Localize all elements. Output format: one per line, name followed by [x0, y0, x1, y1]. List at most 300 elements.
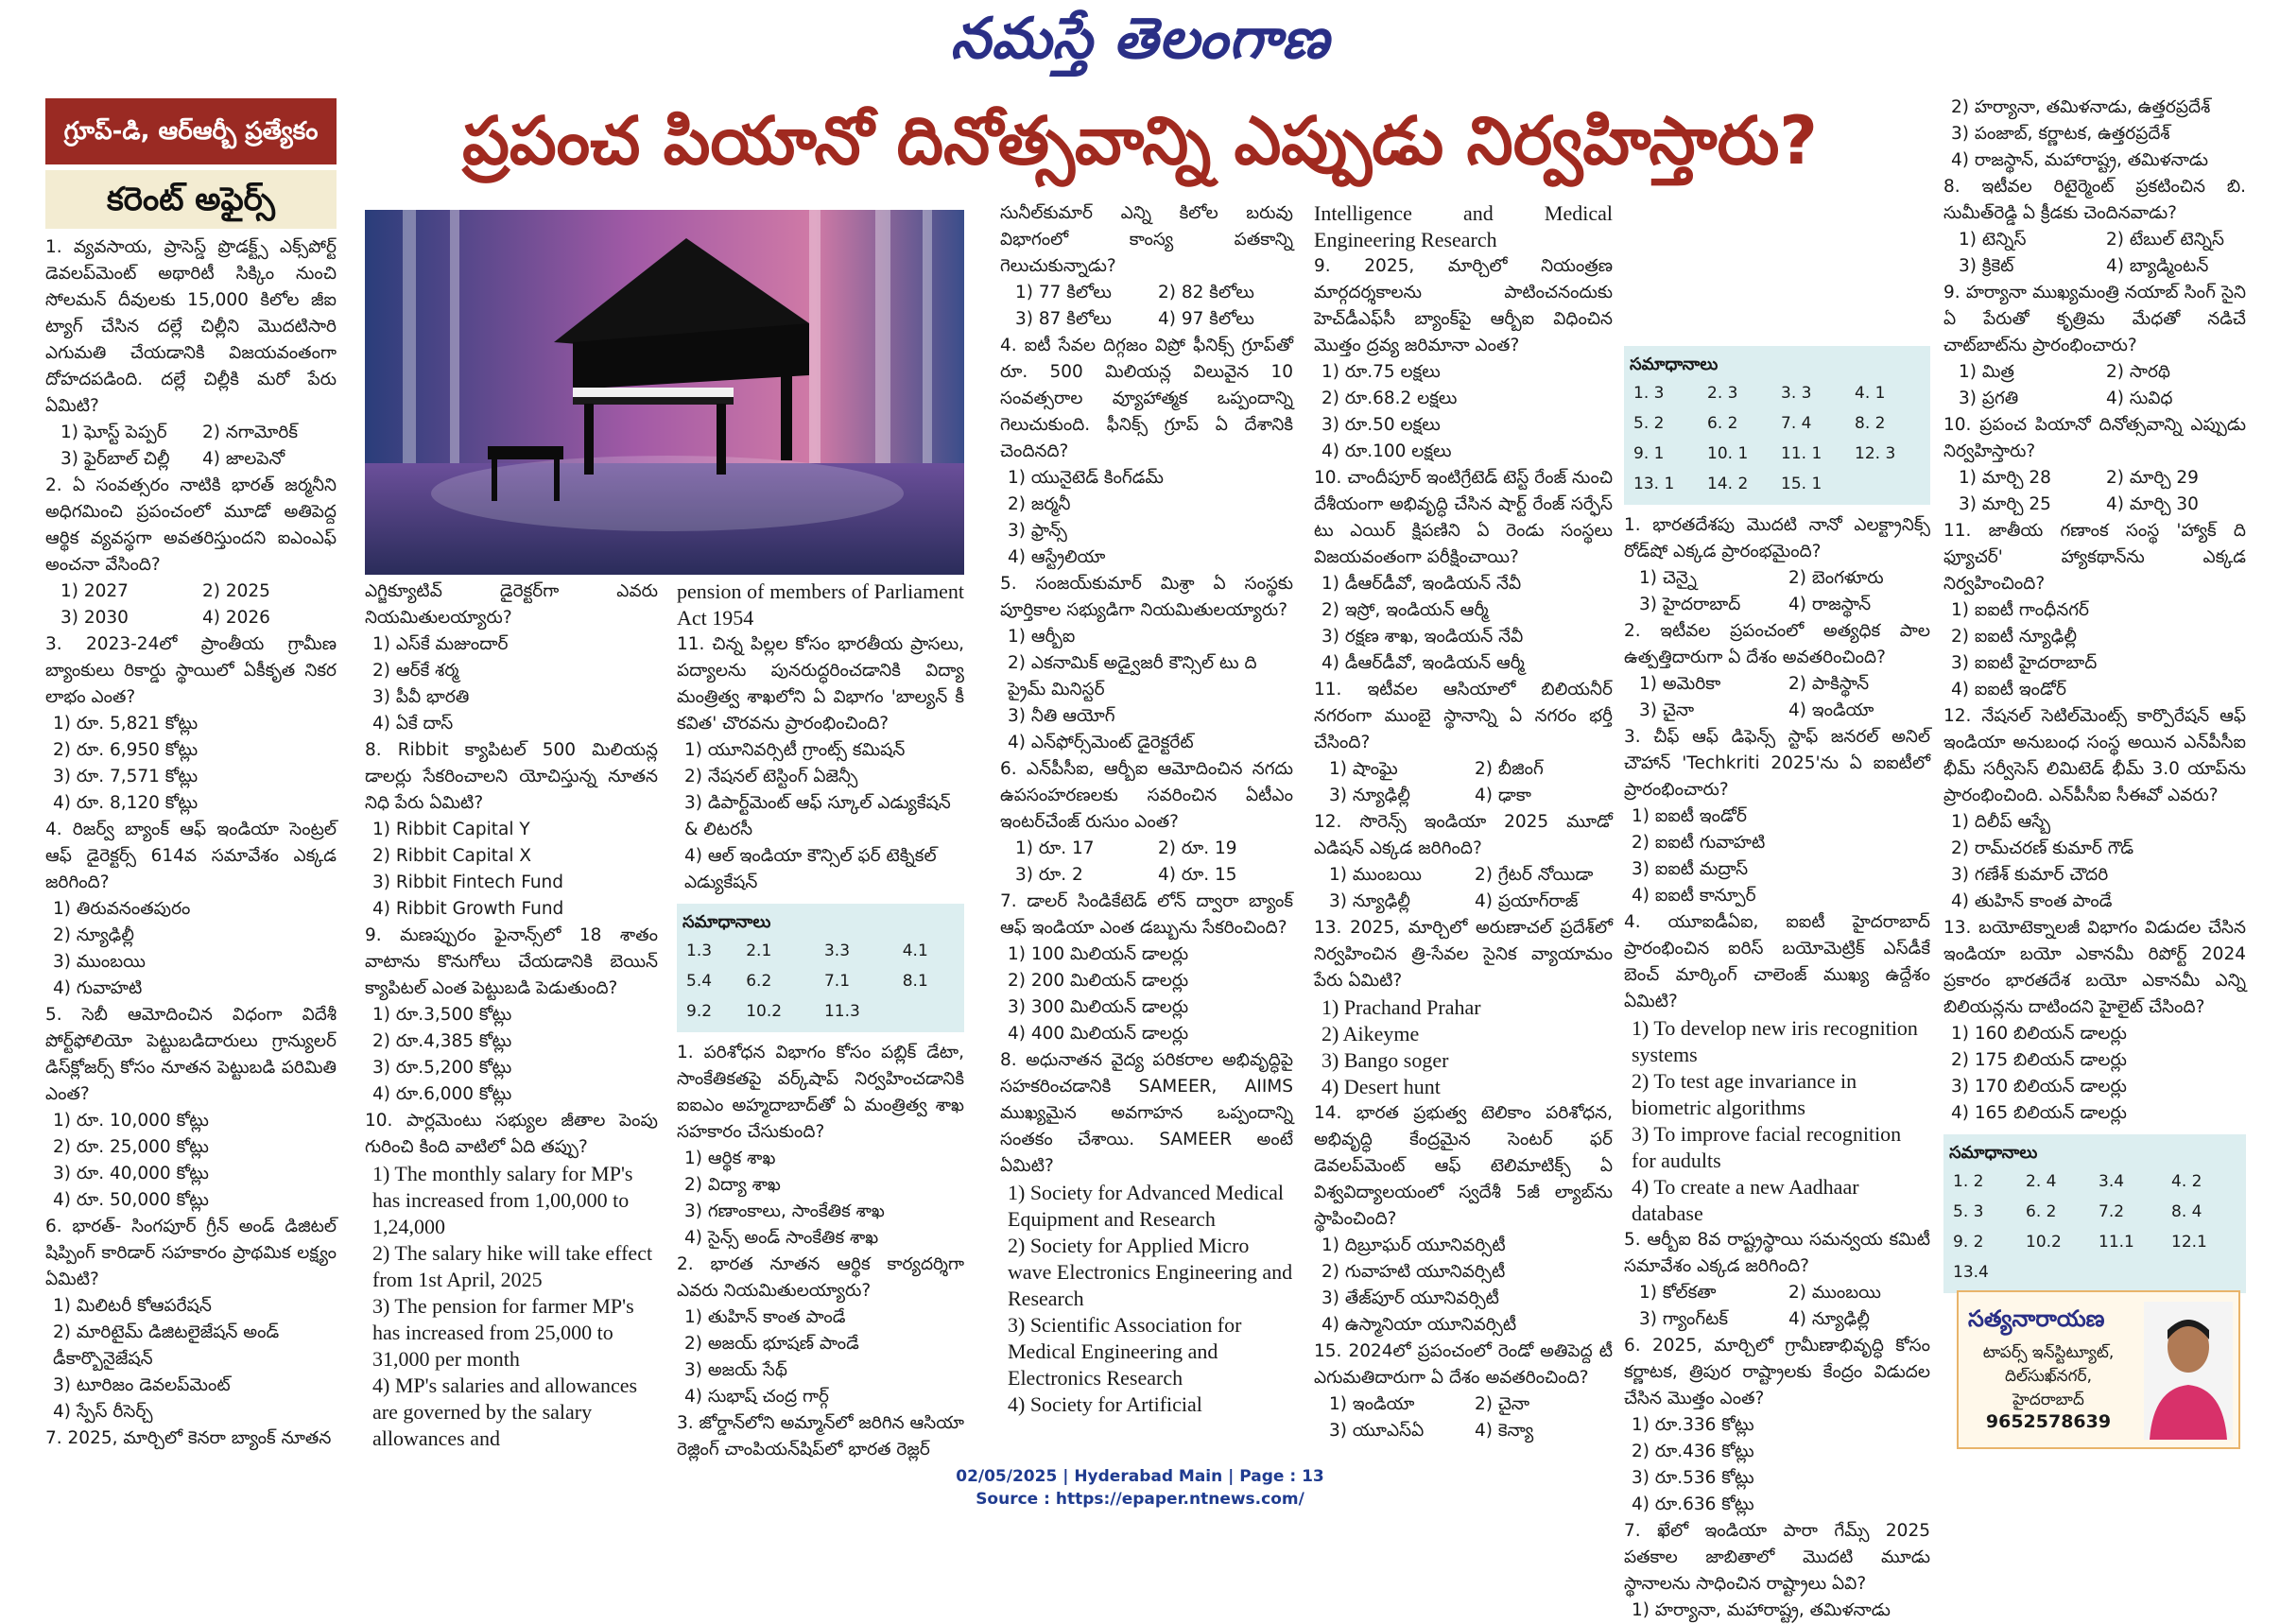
option: 2) ఐఐటీ న్యూఢిల్లీ: [1951, 627, 2077, 647]
options: [1000, 465, 1293, 571]
option: 1) Ribbit Capital Y: [372, 820, 530, 839]
option: 3) రూ.5,200 కోట్లు: [372, 1058, 512, 1078]
option: 4) ప్రయాగ్‌రాజ్: [1475, 891, 1579, 911]
column-4: [1000, 200, 1293, 1435]
headline-text: ప్రపంచ పియానో దినోత్సవాన్ని ఎప్పుడు నిర్వహిస్తారు?: [462, 102, 1818, 180]
option: 3) To improve facial recognition for audults: [1632, 1122, 1902, 1172]
author-profile: [1957, 1290, 2240, 1449]
question-block: [1624, 618, 1930, 724]
question-block: [1624, 909, 1930, 1227]
option: 3) ముంబయి: [53, 952, 146, 972]
question-text: 5. సంజయ్‌కుమార్ మిశ్రా ఏ సంస్థకు పూర్తికాల సభ్యుడిగా నియమితులయ్యారు?: [1000, 574, 1293, 620]
column-3: [677, 579, 964, 1460]
question-text: 8. అధునాతన వైద్య పరికరాల అభివృద్ధిపై సహకరించడానికి SAMEER, AIIMS ముఖ్యమైన అవగాహన ఒప్పందాన్ని సంతకం చేశాయి. SAMEER అంటే ఏమిటి?: [1000, 1050, 1293, 1176]
option: 2) రూ.68.2 లక్షలు: [1321, 389, 1458, 408]
question-block: [1624, 1227, 1930, 1333]
answer-cell: 10. 1: [1707, 444, 1749, 463]
question-block: [1624, 724, 1930, 909]
answer-cell: [2022, 1257, 2095, 1287]
answers-table: [1630, 378, 1925, 499]
option: 4) Society for Artificial: [1008, 1392, 1202, 1416]
question-text: 4. రిజర్వ్ బ్యాంక్ ఆఫ్ ఇండియా సెంట్రల్ ఆఫ్ డైరెక్టర్స్ 614వ సమావేశం ఎక్కడ జరిగింది?: [45, 820, 337, 892]
options: [1943, 95, 2246, 174]
options: [45, 420, 337, 473]
option: 2) నగామోరిక్: [202, 423, 299, 442]
question-text: 9. మణప్పురం ఫైనాన్స్‌లో 18 శాతం వాటాను కొనుగోలు చేయడానికి బెయిన్ క్యాపిటల్ ఎంత పెట్టుబడి పెడుతుంది?: [365, 925, 658, 998]
question-block: [1943, 174, 2246, 280]
question-block: [45, 817, 337, 1002]
option: 4) Ribbit Growth Fund: [372, 899, 564, 919]
question-block: [1943, 915, 2246, 1127]
answer-cell: 2. 4: [2026, 1172, 2057, 1191]
question-text: 5. ఆర్బీఐ 8వ రాష్ట్రస్థాయి సమన్వయ కమిటీ సమావేశం ఎక్కడ జరిగింది?: [1624, 1230, 1930, 1276]
column-2: [365, 579, 658, 1450]
options: [1943, 359, 2246, 412]
option: 1) ఇండియా: [1329, 1394, 1415, 1414]
question-text: 6. ఎన్‌పీసీఐ, ఆర్బీఐ ఆమోదించిన నగదు ఉపసంహరణలకు సవరించిన ఏటీఎం ఇంటర్‌చేంజ్ రుసుం ఎంత?: [1000, 759, 1293, 832]
question-block: [365, 1108, 658, 1452]
option: 1) 100 మిలియన్ డాలర్లు: [1008, 944, 1189, 964]
question-block: [1314, 915, 1613, 1100]
answers-table: [1949, 1166, 2240, 1287]
option: 3) చైనా: [1639, 700, 1695, 720]
option: 3) పంజాబ్, కర్ణాటక, ఉత్తరప్రదేశ్: [1951, 124, 2170, 144]
option: 1) షాంఘై: [1329, 759, 1398, 779]
option: 3) రూ.536 కోట్లు: [1632, 1468, 1754, 1488]
option: 3) గణాంకాలు, సాంకేతిక శాఖ: [684, 1201, 885, 1221]
answer-cell: 3.4: [2099, 1172, 2125, 1191]
option: 1) హర్యానా, మహారాష్ట్ర, తమిళనాడు: [1632, 1600, 1891, 1620]
options: [365, 1161, 658, 1452]
options: [1943, 809, 2246, 915]
options: [677, 737, 964, 896]
question-block: [1943, 280, 2246, 412]
answer-cell: 15. 1: [1781, 475, 1822, 493]
option: 4) రూ.100 లక్షలు: [1321, 441, 1452, 461]
answer-cell: 5.4: [686, 972, 713, 991]
question-block: [1943, 95, 2246, 174]
answer-cell: 6. 2: [2026, 1202, 2057, 1221]
question-block: [45, 631, 337, 817]
options: [677, 1146, 964, 1252]
option: 3) Bango soger: [1321, 1048, 1449, 1072]
option: 1) The monthly salary for MP's has increased from 1,00,000 to 1,24,000: [372, 1162, 633, 1238]
option: 1) తుహిన్ కాంత పాండే: [684, 1307, 846, 1327]
question-block: [677, 1040, 964, 1252]
option: 1) దిబ్రూఘర్ యూనివర్సిటీ: [1321, 1235, 1506, 1255]
options: [45, 1293, 337, 1425]
masthead-title: నమస్తే తెలంగాణ: [950, 6, 1330, 72]
option: 3) క్రికెట్: [1959, 256, 2014, 276]
options: [1000, 942, 1293, 1047]
option: 1) ముంబయి: [1329, 865, 1422, 885]
options: [1943, 1021, 2246, 1127]
option: 3) న్యూఢిల్లీ: [1329, 891, 1410, 911]
options: [1314, 994, 1613, 1100]
option: 1) ఘోస్ట్ పెప్పర్: [60, 423, 167, 442]
answer-cell: 6. 2: [1707, 414, 1738, 433]
question-text: 8. ఇటీవల రిటైర్మెంట్ ప్రకటించిన బి. సుమీత్‌రెడ్డి ఏ క్రీడకు చెందినవాడు?: [1943, 177, 2246, 223]
question-text: 13. 2025, మార్చిలో అరుణాచల్ ప్రదేశ్‌లో నిర్వహించిన త్రి-సేవల సైనిక వ్యాయామం పేరు ఏమిటి?: [1314, 918, 1613, 991]
answer-cell: 9. 1: [1633, 444, 1665, 463]
question-block: [677, 1252, 964, 1410]
options: [1624, 803, 1930, 909]
option: 3) డిపార్ట్‌మెంట్ ఆఫ్ స్కూల్ ఎడ్యుకేషన్ & లిటరసీ: [684, 793, 951, 839]
question-text: 7. డాలర్ సిండికేటెడ్ లోన్ ద్వారా బ్యాంక్ ఆఫ్ ఇండియా ఎంత డబ్బును సేకరించింది?: [1000, 891, 1293, 938]
options: [1943, 227, 2246, 280]
question-block: [45, 1425, 337, 1452]
option: 3) The pension for farmer MP's has increased from 25,000 to 31,000 per month: [372, 1294, 634, 1371]
options: [1314, 756, 1613, 809]
option: 4) రాజస్థాన్, మహారాష్ట్ర, తమిళనాడు: [1951, 150, 2208, 170]
question-block: [1943, 703, 2246, 915]
option: 4) MP's salaries and allowances are governed by the salary allowances and: [372, 1373, 638, 1450]
option: 1) 77 కిలోలు: [1015, 283, 1112, 302]
option: 2) The salary hike will take effect from 1st April, 2025: [372, 1241, 653, 1291]
options: [1314, 862, 1613, 915]
option: 1) చెన్నై: [1639, 568, 1697, 588]
column-7: [1943, 95, 2246, 1282]
column-1: [45, 234, 337, 1448]
options: [1943, 465, 2246, 518]
option: 2) Ribbit Capital X: [372, 846, 532, 866]
piano-photo: [365, 210, 964, 575]
option: 4) ఐఐటీ కాన్పూర్: [1632, 886, 1756, 906]
option: 3) యూఎస్ఏ: [1329, 1421, 1425, 1441]
options: [45, 579, 337, 631]
option: 2) 82 కిలోలు: [1158, 283, 1254, 302]
option: 4) డీఆర్‌డీవో, ఇండియన్ ఆర్మీ: [1321, 653, 1525, 673]
option: 3) న్యూఢిల్లీ: [1329, 786, 1410, 805]
option: 4) స్పేస్ రీసెర్చ్: [53, 1402, 153, 1422]
answer-cell: [2168, 1257, 2240, 1287]
option: 3) పీవీ భారతి: [372, 687, 470, 707]
option: 1) ఎస్‌కే మజుందార్: [372, 634, 509, 654]
option: 4) 400 మిలియన్ డాలర్లు: [1008, 1024, 1189, 1044]
answers-heading: సమాధానాలు: [1630, 354, 1719, 374]
option: 3) Scientific Association for Medical Engineering and Electronics Research: [1008, 1313, 1242, 1390]
options: [1943, 597, 2246, 703]
options: [45, 896, 337, 1002]
question-text: ఎగ్జిక్యూటివ్ డైరెక్టర్‌గా ఎవరు నియమితులయ్యారు?: [365, 581, 658, 628]
option: 2) మారిటైమ్ డిజిటలైజేషన్ అండ్ డీకార్బొనైజేషన్: [53, 1322, 280, 1369]
option: 4) జాలపెనో: [202, 449, 285, 469]
piano-illustration: [365, 210, 964, 575]
answers-heading: సమాధానాలు: [1949, 1143, 2038, 1163]
question-text: సునీల్‌కుమార్ ఎన్ని కిలోల బరువు విభాగంలో కాంస్య పతకాన్ని గెలుచుకున్నాడు?: [1000, 203, 1293, 276]
option: 4) ఢాకా: [1475, 786, 1531, 805]
question-block: [45, 1214, 337, 1425]
option: 1) రూ.336 కోట్లు: [1632, 1415, 1754, 1435]
option: 1) మిలిటరీ కోఆపరేషన్: [53, 1296, 212, 1316]
option: 2) రూ. 25,000 కోట్లు: [53, 1137, 209, 1157]
option: 4) బ్యాడ్మింటన్: [2106, 256, 2209, 276]
question-block: [45, 473, 337, 631]
option: 4) మార్చి 30: [2106, 494, 2199, 514]
options: [677, 1304, 964, 1410]
option: 4) ఉస్మానియా యూనివర్సిటీ: [1321, 1315, 1517, 1335]
option: 1) ఐఐటీ గాంధీనగర్: [1951, 600, 2089, 620]
answer-cell: 10.2: [2026, 1233, 2062, 1252]
column-6: [1624, 338, 1930, 1620]
question-text: 1. భారతదేశపు మొదటి నానో ఎలక్ట్రానిక్స్ రోడ్‌షో ఎక్కడ ప్రారంభమైంది?: [1624, 515, 1930, 561]
options: [1624, 1015, 1930, 1227]
question-block: [1314, 1100, 1613, 1339]
option: 3) 170 బిలియన్ డాలర్లు: [1951, 1077, 2127, 1097]
option: 4) ఆస్ట్రేలియా: [1008, 547, 1106, 567]
option: 1) ఐఐటీ ఇండోర్: [1632, 806, 1747, 826]
option: 2) ఎకనామిక్ అడ్వైజరీ కౌన్సిల్ టు ది ప్రైమ్ మినిస్టర్: [1008, 653, 1257, 700]
question-text: 2. ఇటీవల ప్రపంచంలో అత్యధిక పాల ఉత్పత్తిదారుగా ఏ దేశం అవతరించింది?: [1624, 621, 1930, 667]
option: 3) రూ. 40,000 కోట్లు: [53, 1164, 209, 1183]
question-block: [1314, 1339, 1613, 1444]
question-block: [365, 923, 658, 1108]
question-text: 2. భారత నూతన ఆర్థిక కార్యదర్శిగా ఎవరు నియమితులయ్యారు?: [677, 1254, 964, 1301]
option: 2) సారథి: [2106, 362, 2170, 382]
answer-cell: 5. 3: [1953, 1202, 1984, 1221]
option: 1) మిత్ర: [1959, 362, 2014, 382]
question-text: Intelligence and Medical Engineering Research: [1314, 201, 1613, 251]
question-block: [1943, 412, 2246, 518]
question-block: [45, 1002, 337, 1214]
option: 1) అమెరికా: [1639, 674, 1721, 694]
option: 1) 2027: [60, 581, 129, 601]
option: 4) రూ. 8,120 కోట్లు: [53, 793, 199, 813]
option: 2) అజయ్ భూషణ్ పాండే: [684, 1334, 859, 1354]
answer-cell: 13. 1: [1633, 475, 1675, 493]
option: 2) ఐఐటీ గువాహటి: [1632, 833, 1766, 853]
footer-source: Source : https://epaper.ntnews.com/: [976, 1490, 1304, 1509]
option: 2) To test age invariance in biometric algorithms: [1632, 1069, 1857, 1119]
question-text: 8. Ribbit క్యాపిటల్ 500 మిలియన్ల డాలర్లు సేకరించాలని యోచిస్తున్న నూతన నిధి పేరు ఏమిటి?: [365, 740, 658, 813]
answer-cell: 12.1: [2171, 1233, 2207, 1252]
option: 4) To create a new Aadhaar database: [1632, 1175, 1859, 1225]
option: 3) Ribbit Fintech Fund: [372, 872, 564, 892]
headline: [365, 89, 1915, 193]
option: 2) ఆర్‌కే శర్మ: [372, 661, 459, 681]
option: 2) రూ. 19: [1158, 838, 1237, 858]
option: 2) రూ.4,385 కోట్లు: [372, 1031, 512, 1051]
option: 3) ఐఐటీ హైదరాబాద్: [1951, 653, 2098, 673]
answer-cell: 11.1: [2099, 1233, 2134, 1252]
question-block: [677, 631, 964, 896]
options: [1000, 836, 1293, 889]
option: 4) కెన్యా: [1475, 1421, 1534, 1441]
masthead: [0, 0, 2280, 76]
option: 4) న్యూఢిల్లీ: [1788, 1309, 1870, 1329]
option: 3) రూ.50 లక్షలు: [1321, 415, 1441, 435]
option: 4) 165 బిలియన్ డాలర్లు: [1951, 1103, 2127, 1123]
answer-cell: 3.3: [823, 942, 851, 960]
answer-cell: 11. 1: [1781, 444, 1822, 463]
option: 3) హైదరాబాద్: [1639, 595, 1741, 614]
answer-cell: 1.3: [686, 942, 713, 960]
option: 1) ఆర్బీఐ: [1008, 627, 1076, 647]
option: 2) చైనా: [1475, 1394, 1530, 1414]
option: 3) రక్షణ శాఖ, ఇండియన్ నేవీ: [1321, 627, 1524, 647]
option: 2) రూ. 6,950 కోట్లు: [53, 740, 199, 760]
option: 1) మార్చి 28: [1959, 468, 2051, 488]
question-text: 1. వ్యవసాయ, ప్రాసెస్డ్ ప్రొడక్ట్స్ ఎక్స్‌పోర్ట్ డెవలప్‌మెంట్ అథారిటీ సిక్కిం నుంచి సోలమన్ దీవులకు 15,000 కిలోల జీఐ ట్యాగ్ చేసిన దల్లే చిల్లీని మొదటిసారి ఎగుమతి చేయడానికి విజయవంతంగా దోహదపడింది. దల్లే చిల్లీకి మరో పేరు ఏమిటి?: [45, 237, 337, 416]
group-banner: గ్రూప్-డి, ఆర్ఆర్బీ ప్రత్యేకం: [45, 98, 337, 164]
options: [365, 817, 658, 923]
option: 1) రూ.3,500 కోట్లు: [372, 1005, 512, 1025]
options: [1624, 1598, 1930, 1624]
option: 2) రూ.436 కోట్లు: [1632, 1442, 1754, 1461]
answer-cell: 7.1: [823, 972, 851, 991]
option: 1) యూనివర్సిటీ గ్రాంట్స్ కమిషన్: [684, 740, 906, 760]
option: 2) రామ్‌చరణ్ కుమార్ గౌడ్: [1951, 838, 2134, 858]
option: 4) ఏకే దాస్: [372, 714, 454, 734]
question-block: [365, 579, 658, 737]
options: [1314, 1391, 1613, 1444]
question-text: 3. చీఫ్ ఆఫ్ డిఫెన్స్ స్టాఫ్ జనరల్ అనిల్ చౌహాన్ 'Techkriti 2025'ను ఏ ఐఐటీలో ప్రారంభించారు?: [1624, 727, 1930, 800]
question-block: [1314, 465, 1613, 677]
option: 4) ఐఐటీ ఇండోర్: [1951, 680, 2066, 700]
option: 2) Society for Applied Micro wave Electronics Engineering and Research: [1008, 1234, 1293, 1310]
answer-cell: 9. 2: [1953, 1233, 1984, 1252]
option: 3) అజయ్ సేథ్: [684, 1360, 787, 1380]
option: 3) నీతి ఆయోగ్: [1008, 706, 1115, 726]
option: 2) 200 మిలియన్ డాలర్లు: [1008, 971, 1189, 991]
answer-cell: 10.2: [746, 1002, 783, 1021]
option: 1) కోల్‌కతా: [1639, 1283, 1717, 1303]
option: 4) రూ.6,000 కోట్లు: [372, 1084, 512, 1104]
option: 3) గణేశ్ కుమార్ చౌదరి: [1951, 865, 2109, 885]
option: 3) 300 మిలియన్ డాలర్లు: [1008, 997, 1189, 1017]
option: 2) జర్మనీ: [1008, 494, 1071, 514]
question-text: pension of members of Parliament Act 1954: [677, 579, 964, 630]
question-block: [1000, 1047, 1293, 1418]
option: 3) 2030: [60, 608, 129, 628]
question-block: [1000, 333, 1293, 571]
column-5: [1314, 200, 1613, 1441]
option: 2) 175 బిలియన్ డాలర్లు: [1951, 1050, 2127, 1070]
option: 2) టేబుల్ టెన్నిస్: [2106, 230, 2224, 250]
option: 2) పాకిస్థాన్: [1788, 674, 1870, 694]
answers-box: [1624, 346, 1930, 505]
answer-cell: 9.2: [686, 1002, 713, 1021]
option: 1) Society for Advanced Medical Equipment and Research: [1008, 1181, 1285, 1231]
answers-box: [677, 904, 964, 1032]
option: 4) ఆల్ ఇండియా కౌన్సిల్ ఫర్ టెక్నికల్ ఎడ్యుకేషన్: [684, 846, 937, 892]
question-text: 5. సెబీ ఆమోదించిన విధంగా విదేశీ పోర్ట్‌ఫోలియో పెట్టుబడిదారులు గ్రాన్యులర్ డిస్‌క్లోజర్స్ కోసం నూతన పెట్టుబడి పరిమితి ఎంత?: [45, 1005, 337, 1104]
answer-cell: 2. 3: [1707, 384, 1738, 403]
question-block: [1314, 677, 1613, 809]
option: 2) బెంగళూరు: [1788, 568, 1884, 588]
question-text: 10. చాందీపూర్ ఇంటిగ్రేటెడ్ టెస్ట్ రేంజ్ నుంచి దేశీయంగా అభివృద్ధి చేసిన షార్ట్ రేంజ్ సర్ఫేస్ టు ఎయిర్ క్షిపణిని ఏ రెండు సంస్థలు విజయవంతంగా పరీక్షించాయి?: [1314, 468, 1613, 567]
question-block: [1943, 518, 2246, 703]
answer-cell: 7. 4: [1781, 414, 1812, 433]
question-block: [677, 1410, 964, 1463]
answer-cell: 1. 2: [1953, 1172, 1984, 1191]
question-block: [1000, 200, 1293, 333]
question-text: 11. ఇటీవల ఆసియాలో బిలియనీర్ నగరంగా ముంబై స్థానాన్ని ఏ నగరం భర్తీ చేసింది?: [1314, 680, 1613, 752]
answer-cell: 3. 3: [1781, 384, 1812, 403]
option: 1) దిలీప్ ఆస్బే: [1951, 812, 2051, 832]
question-text: 12. సొరెన్స్ ఇండియా 2025 మూడో ఎడిషన్ ఎక్కడ జరిగింది?: [1314, 812, 1613, 858]
option: 1) రూ.75 లక్షలు: [1321, 362, 1441, 382]
option: 2) గువాహటి యూనివర్సిటీ: [1321, 1262, 1506, 1282]
option: 4) గువాహటి: [53, 978, 143, 998]
question-text: 12. నేషనల్ సెటిల్‌మెంట్స్ కార్పొరేషన్ ఆఫ్ ఇండియా అనుబంధ సంస్థ అయిన ఎన్‌పీసీఐ భీమ్‌ సర్వీసెస్ లిమిటెడ్ భీమ్‌ 3.0 యాప్‌ను ప్రారంభించింది. ఎన్‌పీసీఐ సీఈవో ఎవరు?: [1943, 706, 2246, 805]
options: [1000, 624, 1293, 756]
option: 3) గ్యాంగ్‌టక్: [1639, 1309, 1729, 1329]
question-text: 15. 2024లో ప్రపంచంలో రెండో అతిపెద్ద టీ ఎగుమతిదారుగా ఏ దేశం అవతరించింది?: [1314, 1341, 1613, 1388]
option: 1) టెన్నిస్: [1959, 230, 2027, 250]
question-block: [1314, 809, 1613, 915]
question-block: [1314, 253, 1613, 465]
question-block: [45, 234, 337, 473]
option: 3) 87 కిలోలు: [1015, 309, 1112, 329]
question-text: 9. 2025, మార్చిలో నియంత్రణ మార్గదర్శకాలను పాటించనందుకు హెచ్‌డీఎఫ్‌సీ బ్యాంక్‌పై ఆర్బీఐ విధించిన మొత్తం ద్రవ్య జరిమానా ఎంత?: [1314, 256, 1613, 355]
question-block: [677, 579, 964, 631]
option: 1) రూ. 5,821 కోట్లు: [53, 714, 199, 734]
question-block: [1314, 200, 1613, 253]
option: 3) టూరిజం డెవలప్‌మెంట్: [53, 1375, 231, 1395]
author-name: సత్యనారాయణ: [1968, 1305, 2105, 1332]
option: 2) 2025: [202, 581, 270, 601]
question-text: 3. 2023-24లో ప్రాంతీయ గ్రామీణ బ్యాంకులు రికార్డు స్థాయిలో ఏకీకృత నికర లాభం ఎంత?: [45, 634, 337, 707]
options: [365, 631, 658, 737]
option: 2) న్యూఢిల్లీ: [53, 925, 134, 945]
option: 4) తుహిన్ కాంత పాండే: [1951, 891, 2113, 911]
option: 4) సువిధ: [2106, 389, 2173, 408]
option: 3) మార్చి 25: [1959, 494, 2051, 514]
option: 3) ఫైర్‌బాల్ చిల్లీ: [60, 449, 170, 469]
option: 1) 160 బిలియన్ డాలర్లు: [1951, 1024, 2127, 1044]
question-text: 7. 2025, మార్చిలో కెనరా బ్యాంక్ నూతన: [45, 1428, 332, 1448]
answer-cell: 1. 3: [1633, 384, 1665, 403]
options: [1000, 280, 1293, 333]
question-text: 3. జోర్డాన్‌లోని అమ్మాన్‌లో జరిగిన ఆసియా రెజ్లింగ్ చాంపియన్‌షిప్‌లో భారత రెజ్లర్: [677, 1413, 964, 1460]
options: [365, 1002, 658, 1108]
option: 2) ముంబయి: [1788, 1283, 1881, 1303]
question-block: [1624, 512, 1930, 618]
option: 2) గ్రేటర్ నోయిడా: [1475, 865, 1594, 885]
option: 4) 2026: [202, 608, 270, 628]
question-text: 10. ప్రపంచ పియానో దినోత్సవాన్ని ఎప్పుడు నిర్వహిస్తారు?: [1943, 415, 2246, 461]
question-text: 11. చిన్న పిల్లల కోసం భారతీయ ప్రాసలు, పద్యాలను పునరుద్ధరించడానికి విద్యా మంత్రిత్వ శాఖలోని ఏ విభాగం 'బాల్యన్ కీ కవిత' చొరవను ప్రారంభించింది?: [677, 634, 964, 734]
section-heading: కరెంట్ అఫైర్స్: [45, 170, 337, 229]
option: 4) రూ. 15: [1158, 865, 1237, 885]
options: [1314, 571, 1613, 677]
answer-cell: 4.1: [902, 942, 928, 960]
answer-cell: 2.1: [746, 942, 772, 960]
answer-cell: [2095, 1257, 2168, 1287]
answer-cell: 14. 2: [1707, 475, 1749, 493]
answer-cell: 12. 3: [1855, 444, 1896, 463]
answer-cell: 6.2: [746, 972, 772, 991]
option: 2) విద్యా శాఖ: [684, 1175, 781, 1195]
question-text: 4. ఐటీ సేవల దిగ్గజం విప్రో ఫీనిక్స్ గ్రూప్‌తో రూ. 500 మిలియన్ల విలువైన 10 సంవత్సరాల వ్యూహాత్మక ఒప్పందాన్ని గెలుచుకుంది. ఫీనిక్స్ గ్రూప్ ఏ దేశానికి చెందినది?: [1000, 336, 1293, 461]
option: 4) రూ. 50,000 కోట్లు: [53, 1190, 209, 1210]
question-text: 13. బయోటెక్నాలజీ విభాగం విడుదల చేసిన ఇండియా బయో ఎకానమీ రిపోర్ట్ 2024 ప్రకారం భారతదేశ బయో ఎకానమీ ఎన్ని బిలియన్లను దాటిందని హైలైట్ చేసింది?: [1943, 918, 2246, 1017]
question-block: [365, 737, 658, 923]
question-text: 10. పార్లమెంటు సభ్యుల జీతాల పెంపు గురించి కింది వాటిలో ఏది తప్పు?: [365, 1111, 658, 1157]
footer: [0, 1465, 2280, 1531]
option: 4) Desert hunt: [1321, 1075, 1441, 1098]
option: 4) ఎన్‌ఫోర్స్‌మెంట్ డైరెక్టరేట్: [1008, 733, 1194, 752]
footer-edition: 02/05/2025 | Hyderabad Main | Page : 13: [956, 1467, 1324, 1486]
question-text: 1. పరిశోధన విభాగం కోసం పబ్లిక్ డేటా, సాంకేతికతపై వర్క్‌షాప్ నిర్వహించడానికి ఐఐఎం అహ్మదాబాద్‌తో ఏ మంత్రిత్వ శాఖ సహకారం చేసుకుంది?: [677, 1043, 964, 1142]
options: [1314, 359, 1613, 465]
option: 1) రూ. 17: [1015, 838, 1095, 858]
option: 4) 97 కిలోలు: [1158, 309, 1254, 329]
option: 3) ఫ్రాన్స్: [1008, 521, 1067, 541]
question-text: 2. ఏ సంవత్సరం నాటికి భారత్ జర్మనీని అధిగమించి ప్రపంచంలో మూడో అతిపెద్ద ఆర్థిక వ్యవస్థగా అవతరిస్తుందని ఐఎంఎఫ్ అంచనా వేసింది?: [45, 475, 337, 575]
question-text: 9. హర్యానా ముఖ్యమంత్రి నయాబ్ సింగ్ సైని ఏ పేరుతో కృత్రిమ మేధతో నడిచే చాట్‌బాట్‌ను ప్రారంభించారు?: [1943, 283, 2246, 355]
